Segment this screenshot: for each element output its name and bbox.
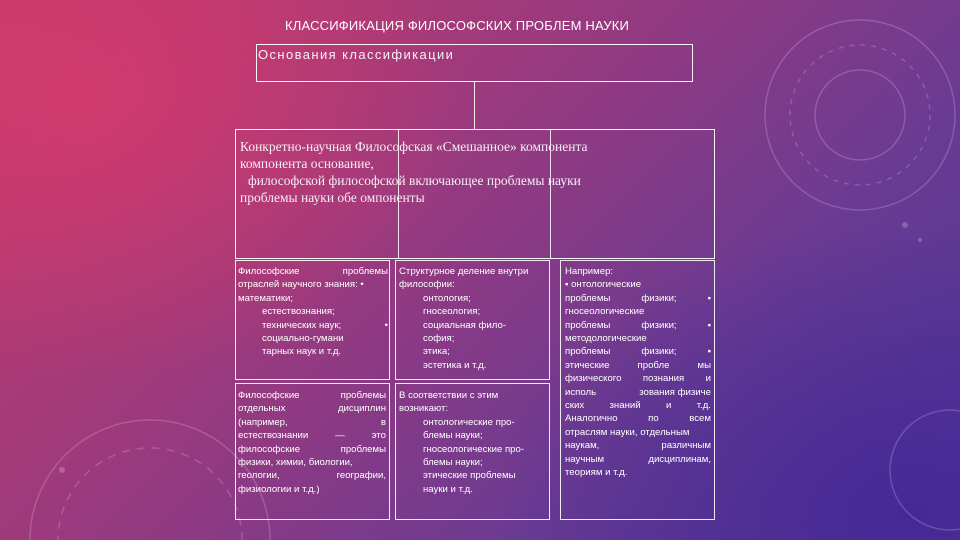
- types-line: Конкретно-научная Философская «Смешанное» компонента: [240, 139, 588, 154]
- text: ▪: [707, 292, 711, 304]
- text: мы: [697, 359, 711, 371]
- text: пробле: [637, 359, 670, 371]
- text: исполь: [565, 386, 597, 398]
- cell-disciplines-text: [238, 389, 386, 496]
- text: философии:: [399, 279, 455, 291]
- text: гносеологические про-: [423, 443, 525, 455]
- text: Структурное деление внутри: [399, 266, 529, 277]
- text: научным: [565, 453, 605, 465]
- classification-basis-label: Основания классификации: [258, 47, 455, 62]
- text: Аналогично: [565, 413, 618, 425]
- text: этика;: [423, 346, 450, 358]
- text: социально-гумани: [262, 333, 344, 345]
- text: этические проблемы: [423, 470, 516, 482]
- cell-philosophy-problems-text: [399, 389, 549, 496]
- text: тарных наук и т.д.: [262, 346, 342, 358]
- text: познания: [642, 373, 685, 385]
- text: и: [665, 400, 672, 412]
- text: методологические: [565, 333, 647, 345]
- text: возникают:: [399, 403, 449, 415]
- text: зования физиче: [639, 386, 711, 398]
- text: проблемы: [565, 346, 611, 358]
- text: ▪ онтологические: [565, 279, 642, 291]
- text: географии,: [336, 470, 386, 482]
- text: блемы науки;: [423, 457, 483, 469]
- text: блемы науки;: [423, 430, 483, 442]
- text: проблемы: [565, 319, 611, 331]
- text: физического: [565, 373, 622, 385]
- text: различным: [661, 440, 711, 452]
- text: математики;: [238, 292, 294, 304]
- text: наукам,: [565, 440, 600, 452]
- text: —: [335, 430, 345, 442]
- text: физики, химии, биологии,: [238, 457, 353, 469]
- text: дисциплин: [337, 403, 386, 415]
- text: геологии,: [238, 470, 280, 482]
- text: проблемы: [565, 292, 611, 304]
- types-line: проблемы науки обе омпоненты: [240, 190, 425, 205]
- text: В соответствии с этим: [399, 390, 499, 401]
- text: ▪: [707, 319, 711, 331]
- text: т.д.: [696, 400, 711, 412]
- text: отраслей научного знания: •: [238, 279, 364, 291]
- text: этические: [565, 359, 610, 371]
- classification-types-text: [240, 138, 670, 206]
- connector-line: [474, 82, 475, 130]
- text: это: [371, 430, 386, 442]
- text: социальная фило-: [423, 319, 507, 331]
- text: и: [705, 373, 711, 385]
- slide-title: КЛАССИФИКАЦИЯ ФИЛОСОФСКИХ ПРОБЛЕМ НАУКИ: [285, 18, 630, 33]
- text: естествознания;: [262, 306, 335, 318]
- text: гносеология;: [423, 306, 481, 318]
- text: физики;: [641, 319, 677, 331]
- text: физики;: [641, 292, 677, 304]
- cell-specific-sciences-text: [238, 265, 388, 359]
- cell-examples-text: [565, 265, 711, 480]
- text: Философские: [238, 266, 300, 277]
- text: технических наук;: [262, 319, 342, 331]
- text: в: [380, 416, 386, 428]
- text: онтологические про-: [423, 416, 515, 428]
- text: проблемы: [342, 266, 388, 277]
- text: по: [648, 413, 659, 425]
- text: эстетика и т.д.: [423, 359, 487, 371]
- types-line: философской философской включающее проблемы науки: [248, 173, 581, 188]
- text: Философские: [238, 390, 300, 401]
- text: философские: [238, 443, 301, 455]
- text: ▪: [707, 346, 711, 358]
- text: Например:: [565, 266, 614, 277]
- cell-philosophy-structure-text: [399, 265, 549, 372]
- text: теориям и т.д.: [565, 467, 628, 479]
- text: проблемы: [340, 390, 386, 401]
- text: отраслям науки, отдельным: [565, 426, 690, 438]
- text: •: [384, 319, 388, 331]
- text: знаний: [609, 400, 641, 412]
- text: (например,: [238, 416, 288, 428]
- text: всем: [689, 413, 711, 425]
- types-line: компонента основание,: [240, 156, 374, 171]
- text: физики;: [641, 346, 677, 358]
- text: проблемы: [340, 443, 386, 455]
- text: отдельных: [238, 403, 286, 415]
- text: онтология;: [423, 292, 471, 304]
- text: дисциплинам,: [648, 453, 711, 465]
- text: физиологии и т.д.): [238, 483, 320, 495]
- text: софия;: [423, 333, 455, 345]
- text: гносеологические: [565, 306, 645, 318]
- text: естествознании: [238, 430, 309, 442]
- text: науки и т.д.: [423, 483, 473, 495]
- text: ских: [565, 400, 585, 412]
